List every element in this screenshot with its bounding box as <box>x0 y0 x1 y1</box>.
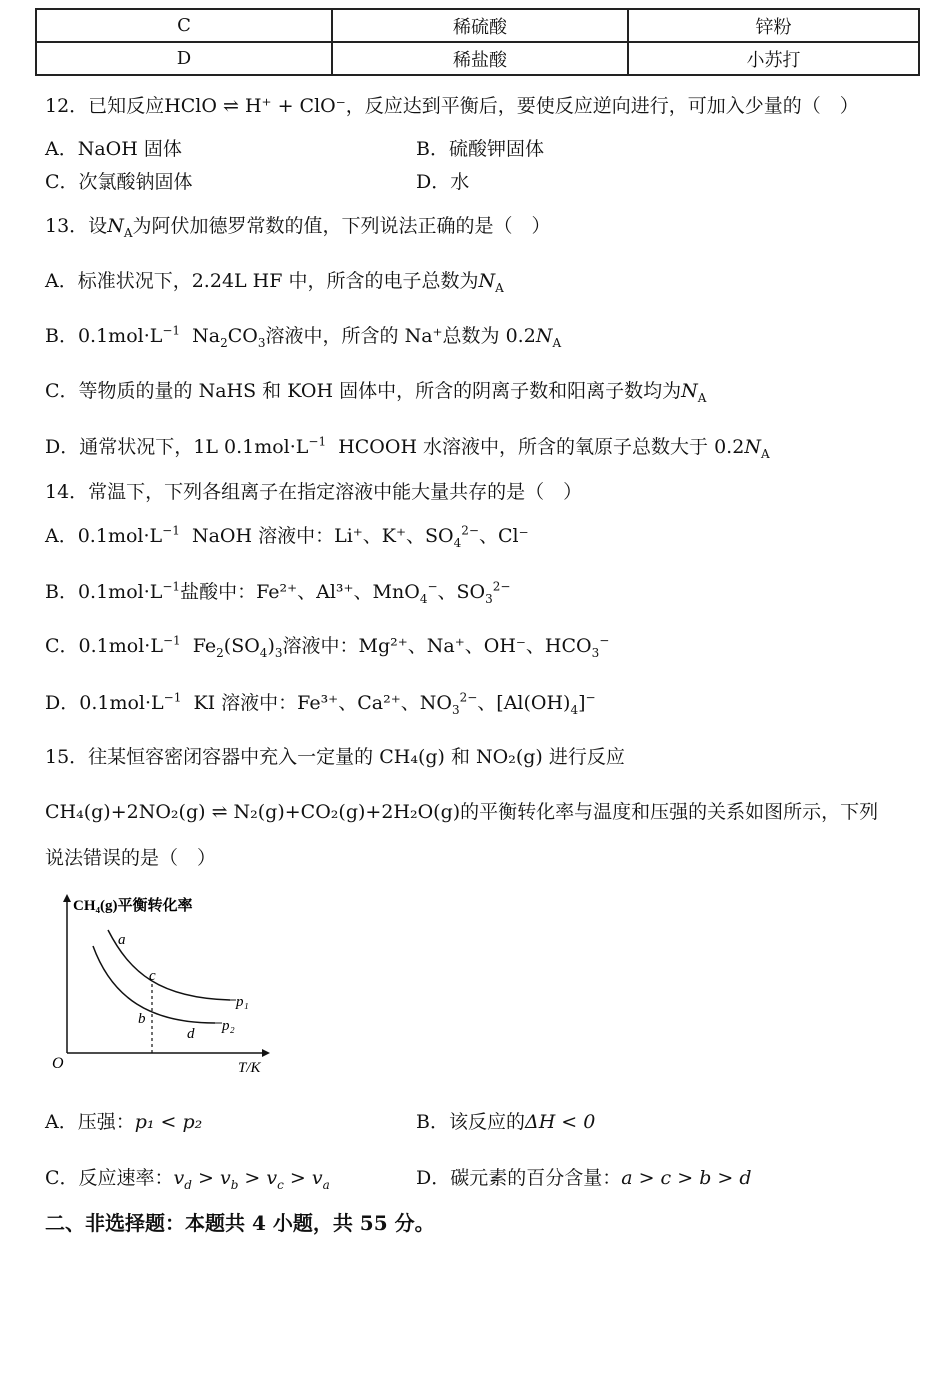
q12-prefix: 12．已知反应 <box>45 95 165 117</box>
q14-c-fe: Fe <box>192 635 217 657</box>
q13-c-text: C．等物质的量的 NaHS 和 KOH 固体中，所含的阴离子数和阳离子数均为 <box>45 380 682 402</box>
y-axis-arrow <box>63 894 71 902</box>
q14-a-end: 、Cl⁻ <box>478 525 529 547</box>
q13-suffix: 为阿伏加德罗常数的值，下列说法正确的是（ ） <box>132 215 551 237</box>
q15-option-d <box>416 1166 752 1190</box>
q15-a-math: p₁ < p₂ <box>134 1111 203 1133</box>
na-symbol: N <box>535 325 553 347</box>
y-axis-label: CH₄(g)平衡转化率 <box>73 898 193 914</box>
q14-d-end: 、[Al(OH) <box>477 692 571 714</box>
origin-label: O <box>52 1055 64 1072</box>
na-symbol: N <box>107 215 124 237</box>
q14-c-so: (SO <box>223 635 260 657</box>
q12-option-d: D．水 <box>416 171 470 193</box>
q13-d-pre: D．通常状况下，1L 0.1mol·L <box>45 436 309 458</box>
point-a-label: a <box>118 932 126 948</box>
point-d-label: d <box>187 1026 195 1042</box>
table-cell: C <box>36 9 332 42</box>
q14-b-post: 盐酸中：Fe²⁺、Al³⁺、MnO <box>180 581 420 603</box>
q14-option-c: C．$0.1mol\cdot L^{-1}$ $Fe_2(SO_4)_3$溶液中：Mg²⁺、Na⁺、OH⁻、$HCO_3^-$ <box>45 633 610 660</box>
na-subscript: A <box>760 446 770 461</box>
q15-option-b <box>416 1110 595 1134</box>
q15-equation: CH₄(g)+2NO₂(g) ⇌ N₂(g)+CO₂(g)+2H₂O(g) <box>45 801 461 823</box>
table-cell: 稀盐酸 <box>332 42 628 75</box>
na-symbol: N <box>681 380 698 402</box>
q15-option-a <box>45 1110 202 1134</box>
question-14-stem: 14．常温下，下列各组离子在指定溶液中能大量共存的是（ ） <box>45 481 583 503</box>
q15-line3: 说法错误的是（ ） <box>45 847 217 869</box>
table-row <box>36 42 919 75</box>
q15-d-text: D．碳元素的百分含量： <box>416 1167 622 1189</box>
q12-equation: HClO ⇌ H⁺ + ClO⁻ <box>164 95 346 117</box>
question-12-stem <box>45 94 859 118</box>
q14-b-end: 、SO <box>437 581 486 603</box>
table-cell: D <box>36 42 332 75</box>
x-axis-arrow <box>262 1049 270 1057</box>
question-15-stem: 15．往某恒容密闭容器中充入一定量的 CH₄(g) 和 NO₂(g) 进行反应 <box>45 746 625 768</box>
q14-c-post: 溶液中：Mg²⁺、Na⁺、OH⁻、HCO <box>282 635 592 657</box>
na-symbol: N <box>744 436 761 458</box>
q14-d-post: KI 溶液中：Fe³⁺、Ca²⁺、NO <box>193 692 452 714</box>
q14-c-pre: C．0.1mol·L <box>45 635 163 657</box>
conversion-graph <box>40 888 290 1083</box>
section-2-heading: 二、非选择题：本题共 4 小题，共 55 分。 <box>45 1211 435 1235</box>
curve-p1 <box>108 930 230 1000</box>
q15-c-math: $v_d > v_b > v_c > v_a$ <box>173 1167 330 1192</box>
q13-option-b: B．$0.1mol\cdot L^{-1}$ $Na_2CO_3$溶液中，所含的 Na⁺总数为 $0.2N_A$ <box>45 323 562 350</box>
x-axis-label: T/K <box>238 1060 261 1076</box>
q13-a-text: A．标准状况下，2.24L HF 中，所含的电子总数为 <box>45 270 479 292</box>
answer-table <box>35 8 920 76</box>
q14-option-b: B．$0.1mol\cdot L^{-1}$盐酸中：Fe²⁺、Al³⁺、MnO$_4$−、$SO_3^{2-}$ <box>45 579 511 606</box>
table-cell: 小苏打 <box>628 42 919 75</box>
na-subscript: A <box>495 280 504 295</box>
table-row <box>36 9 919 42</box>
curve-p2 <box>93 946 215 1023</box>
q13-option-a <box>45 269 504 293</box>
q14-b-pre: B．0.1mol·L <box>45 581 163 603</box>
q15-equation-post: 的平衡转化率与温度和压强的关系如图所示，下列 <box>460 801 879 823</box>
q12-option-b: B．硫酸钾固体 <box>416 138 544 160</box>
q15-b-math: ΔH < 0 <box>524 1111 596 1133</box>
table-cell: 锌粉 <box>628 9 919 42</box>
q15-c-text: C．反应速率： <box>45 1167 174 1189</box>
na-subscript: A <box>552 335 562 350</box>
p2-label: p₂ <box>222 1018 235 1034</box>
point-c-label: c <box>149 968 156 984</box>
question-13-stem <box>45 214 551 238</box>
point-b-label: b <box>138 1011 146 1027</box>
q13-option-c <box>45 379 706 403</box>
q15-a-text: A．压强： <box>45 1111 135 1133</box>
q12-option-a: A．NaOH 固体 <box>45 138 182 160</box>
q13-b-post: 溶液中，所含的 Na⁺总数为 0.2 <box>265 325 536 347</box>
q13-b-na: Na <box>192 325 221 347</box>
q13-option-d: D．通常状况下，1L $0.1mol\cdot L^{-1}$ HCOOH 水溶液中，所含的氧原子总数大于 $0.2N_A$ <box>45 434 770 461</box>
q14-option-d: D．$0.1mol\cdot L^{-1}$ KI 溶液中：Fe³⁺、Ca²⁺、$NO_3^{2-}$、$[Al(OH)_4]^-$ <box>45 690 596 717</box>
q15-equation-line <box>45 800 878 824</box>
q14-a-post: NaOH 溶液中：Li⁺、K⁺、SO <box>191 525 454 547</box>
table-cell: 稀硫酸 <box>332 9 628 42</box>
q14-option-a: A．$0.1mol\cdot L^{-1}$ NaOH 溶液中：Li⁺、K⁺、$SO_4^{2-}$、Cl⁻ <box>45 523 529 550</box>
q15-d-math: a > c > b > d <box>621 1167 752 1189</box>
q12-option-c: C．次氯酸钠固体 <box>45 171 193 193</box>
na-symbol: N <box>478 270 496 292</box>
q15-b-text: B．该反应的 <box>416 1111 525 1133</box>
q13-b-co: CO <box>227 325 258 347</box>
na-subscript: A <box>123 225 133 240</box>
p1-label: p₁ <box>236 994 249 1010</box>
q13-prefix: 13．设 <box>45 215 108 237</box>
q13-b-pre: B．0.1mol·L <box>45 325 163 347</box>
q14-a-pre: A．0.1mol·L <box>45 525 163 547</box>
q13-d-post: HCOOH 水溶液中，所含的氧原子总数大于 0.2 <box>338 436 745 458</box>
q12-suffix: ，反应达到平衡后，要使反应逆向进行，可加入少量的（ ） <box>345 95 859 117</box>
na-subscript: A <box>697 390 707 405</box>
q14-d-pre: D．0.1mol·L <box>45 692 164 714</box>
q15-option-c <box>45 1166 330 1190</box>
